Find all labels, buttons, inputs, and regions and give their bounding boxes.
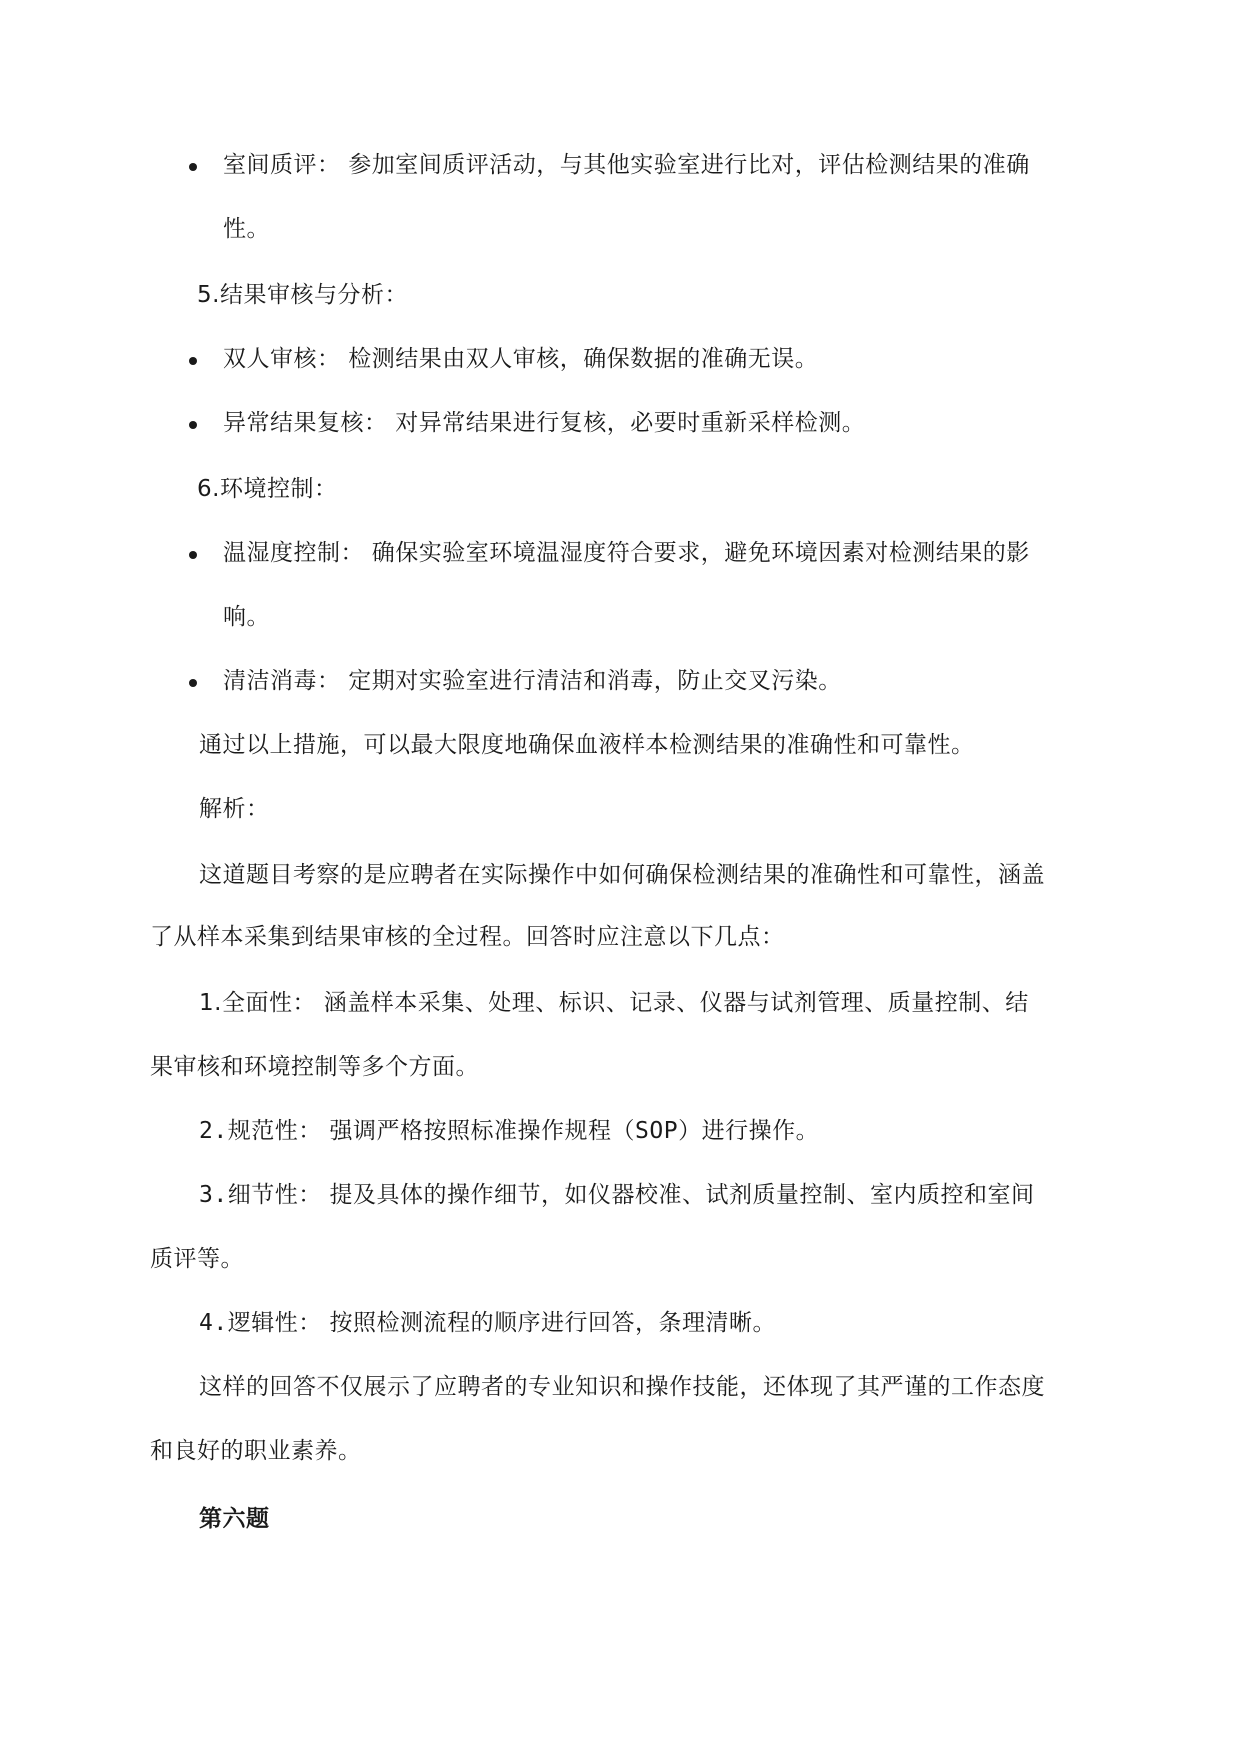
- point3-text: 细节性： 提及具体的操作细节，如仪器校准、试剂质量控制、室内质控和室间: [227, 1182, 1035, 1208]
- analysis-point3-line2: 质评等。: [150, 1246, 244, 1272]
- summary-paragraph: 通过以上措施，可以最大限度地确保血液样本检测结果的准确性和可靠性。: [199, 732, 975, 758]
- point3-number: 3.: [199, 1182, 228, 1208]
- section5-heading: [197, 280, 408, 310]
- section5-title: 结果审核与分析：: [219, 282, 408, 308]
- bullet-dot: [189, 421, 197, 429]
- next-question-heading: 第六题: [199, 1505, 270, 1532]
- analysis-point3-line1: [199, 1180, 1035, 1210]
- analysis-point2: [199, 1116, 819, 1146]
- section5-item1: 双人审核： 检测结果由双人审核，确保数据的准确无误。: [223, 346, 819, 372]
- point4-number: 4.: [199, 1310, 228, 1336]
- section6-title: 环境控制：: [219, 476, 338, 502]
- analysis-point1-line1: [199, 988, 1029, 1018]
- point1-text: 全面性： 涵盖样本采集、处理、标识、记录、仪器与试剂管理、质量控制、结: [221, 990, 1029, 1016]
- section6-item1-line2: 响。: [223, 604, 270, 630]
- point4-text: 逻辑性： 按照检测流程的顺序进行回答，条理清晰。: [227, 1310, 777, 1336]
- section6-heading: [197, 474, 337, 504]
- point2-abbr: SOP: [635, 1118, 679, 1144]
- analysis-closing-line2: 和良好的职业素养。: [150, 1438, 362, 1464]
- point2-text-b: ）进行操作。: [678, 1118, 820, 1144]
- analysis-intro-line1: 这道题目考察的是应聘者在实际操作中如何确保检测结果的准确性和可靠性，涵盖: [199, 862, 1045, 888]
- analysis-point4: [199, 1308, 776, 1338]
- analysis-point1-line2: 果审核和环境控制等多个方面。: [150, 1054, 479, 1080]
- point1-number: 1.: [199, 990, 222, 1016]
- bullet-dot: [189, 357, 197, 365]
- section5-number: 5.: [197, 282, 220, 308]
- bullet-dot: [189, 551, 197, 559]
- bullet-dot: [189, 163, 197, 171]
- point2-number: 2.: [199, 1118, 228, 1144]
- eqa-bullet-line1: 室间质评： 参加室间质评活动，与其他实验室进行比对，评估检测结果的准确: [223, 152, 1030, 178]
- point2-text-a: 规范性： 强调严格按照标准操作规程（: [227, 1118, 636, 1144]
- analysis-intro-line2: 了从样本采集到结果审核的全过程。回答时应注意以下几点：: [150, 924, 785, 950]
- section6-item2: 清洁消毒： 定期对实验室进行清洁和消毒，防止交叉污染。: [223, 668, 842, 694]
- section5-item2: 异常结果复核： 对异常结果进行复核，必要时重新采样检测。: [223, 410, 866, 436]
- section6-item1-line1: 温湿度控制： 确保实验室环境温湿度符合要求，避免环境因素对检测结果的影: [223, 540, 1030, 566]
- analysis-closing-line1: 这样的回答不仅展示了应聘者的专业知识和操作技能，还体现了其严谨的工作态度: [199, 1374, 1045, 1400]
- bullet-dot: [189, 679, 197, 687]
- section6-number: 6.: [197, 476, 220, 502]
- eqa-bullet-line2: 性。: [223, 216, 270, 242]
- analysis-label: 解析：: [199, 796, 270, 822]
